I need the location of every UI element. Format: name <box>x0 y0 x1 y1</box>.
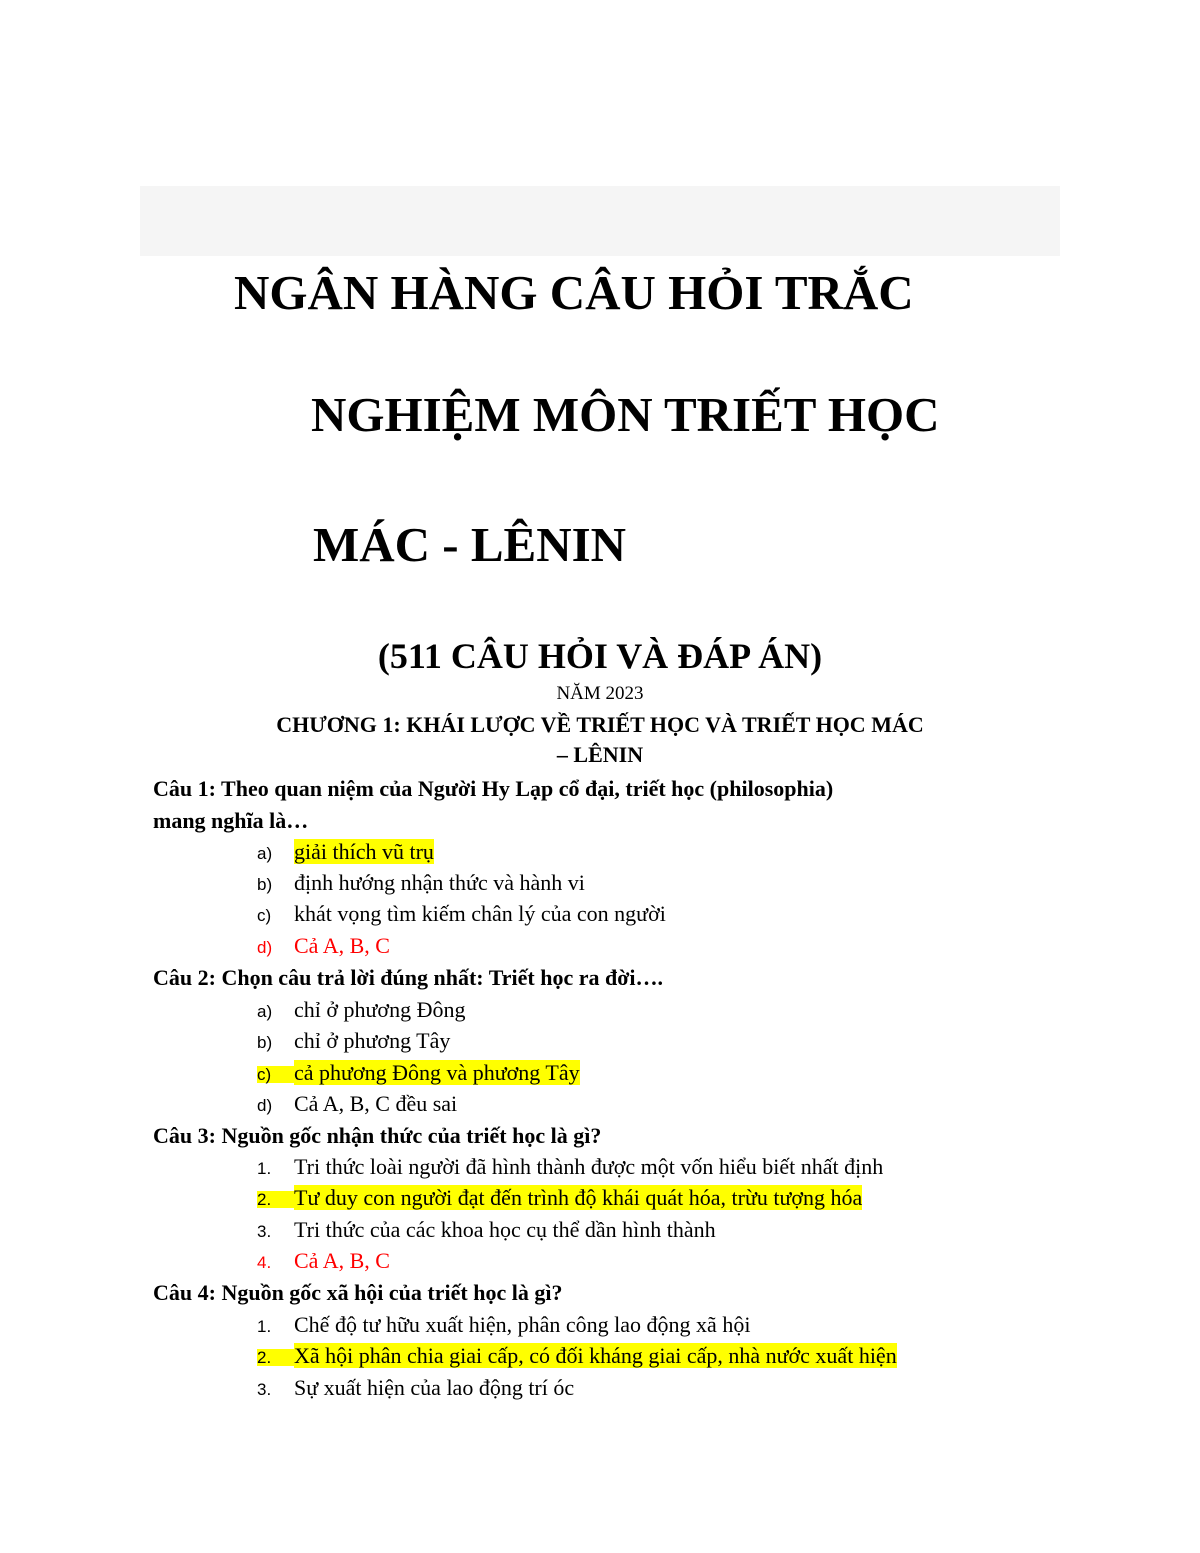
option-marker: 2. <box>257 1349 294 1366</box>
option-text: Cả A, B, C <box>294 933 390 958</box>
option-text: khát vọng tìm kiếm chân lý của con người <box>294 901 666 926</box>
option-text: Tri thức của các khoa học cụ thể dần hình thành <box>294 1217 716 1242</box>
question-1-text: Câu 1: Theo quan niệm của Người Hy Lạp cổ đại, triết học (philosophia) <box>153 776 834 801</box>
option-text: Xã hội phân chia giai cấp, có đối kháng giai cấp, nhà nước xuất hiện <box>294 1343 897 1368</box>
option-text: chỉ ở phương Tây <box>294 1028 451 1053</box>
option-marker: d) <box>257 938 273 957</box>
option-text: giải thích vũ trụ <box>294 839 434 864</box>
option-marker: b) <box>257 1033 273 1052</box>
option-marker: 1. <box>257 1317 272 1336</box>
document-year: NĂM 2023 <box>556 683 644 704</box>
option-marker: 2. <box>257 1191 294 1208</box>
option-marker: 3. <box>257 1222 272 1241</box>
option-marker: c) <box>257 906 272 925</box>
option-marker: a) <box>257 844 273 863</box>
document-title-line: MÁC - LÊNIN <box>313 517 627 572</box>
chapter-heading: – LÊNIN <box>556 742 644 767</box>
question-3-option-4 <box>257 1250 390 1272</box>
option-text: chỉ ở phương Đông <box>294 997 466 1022</box>
question-1-option-c <box>257 903 666 925</box>
option-marker: a) <box>257 1002 273 1021</box>
option-marker: 3. <box>257 1380 272 1399</box>
option-marker: b) <box>257 875 273 894</box>
header-band <box>140 186 1060 256</box>
option-text: định hướng nhận thức và hành vi <box>294 870 585 895</box>
option-text: Chế độ tư hữu xuất hiện, phân công lao động xã hội <box>294 1312 751 1337</box>
option-marker: d) <box>257 1096 273 1115</box>
question-1-option-d <box>257 935 390 957</box>
option-text: Cả A, B, C <box>294 1248 390 1273</box>
question-3-option-3 <box>257 1219 716 1241</box>
question-1-text: mang nghĩa là… <box>153 808 309 833</box>
question-4-text: Câu 4: Nguồn gốc xã hội của triết học là gì? <box>153 1280 563 1305</box>
document-subtitle: (511 CÂU HỎI VÀ ĐÁP ÁN) <box>377 636 823 676</box>
option-text: cả phương Đông và phương Tây <box>294 1060 580 1085</box>
option-text: Sự xuất hiện của lao động trí óc <box>294 1375 575 1400</box>
question-3-option-2 <box>257 1187 862 1209</box>
option-marker: 1. <box>257 1159 272 1178</box>
option-marker: c) <box>257 1066 294 1083</box>
option-text: Tư duy con người đạt đến trình độ khái quát hóa, trừu tượng hóa <box>294 1185 863 1210</box>
option-marker: 4. <box>257 1253 272 1272</box>
document-title-line: NGÂN HÀNG CÂU HỎI TRẮC <box>234 265 914 320</box>
question-1-option-b <box>257 872 585 894</box>
question-4-option-2 <box>257 1345 897 1367</box>
question-1-option-a <box>257 841 434 863</box>
chapter-heading: CHƯƠNG 1: KHÁI LƯỢC VỀ TRIẾT HỌC VÀ TRIẾT HỌC MÁC <box>276 712 924 737</box>
question-2-text: Câu 2: Chọn câu trả lời đúng nhất: Triết học ra đời…. <box>153 965 664 990</box>
question-2-option-a <box>257 999 465 1021</box>
document-title-line: NGHIỆM MÔN TRIẾT HỌC <box>311 387 940 442</box>
question-4-option-3 <box>257 1377 574 1399</box>
question-2-option-b <box>257 1030 450 1052</box>
question-4-option-1 <box>257 1314 750 1336</box>
question-2-option-c <box>257 1062 580 1084</box>
question-2-option-d <box>257 1093 457 1115</box>
option-text: Cả A, B, C đều sai <box>294 1091 458 1116</box>
question-3-option-1 <box>257 1156 883 1178</box>
option-text: Tri thức loài người đã hình thành được một vốn hiểu biết nhất định <box>294 1154 884 1179</box>
question-3-text: Câu 3: Nguồn gốc nhận thức của triết học là gì? <box>153 1123 602 1148</box>
